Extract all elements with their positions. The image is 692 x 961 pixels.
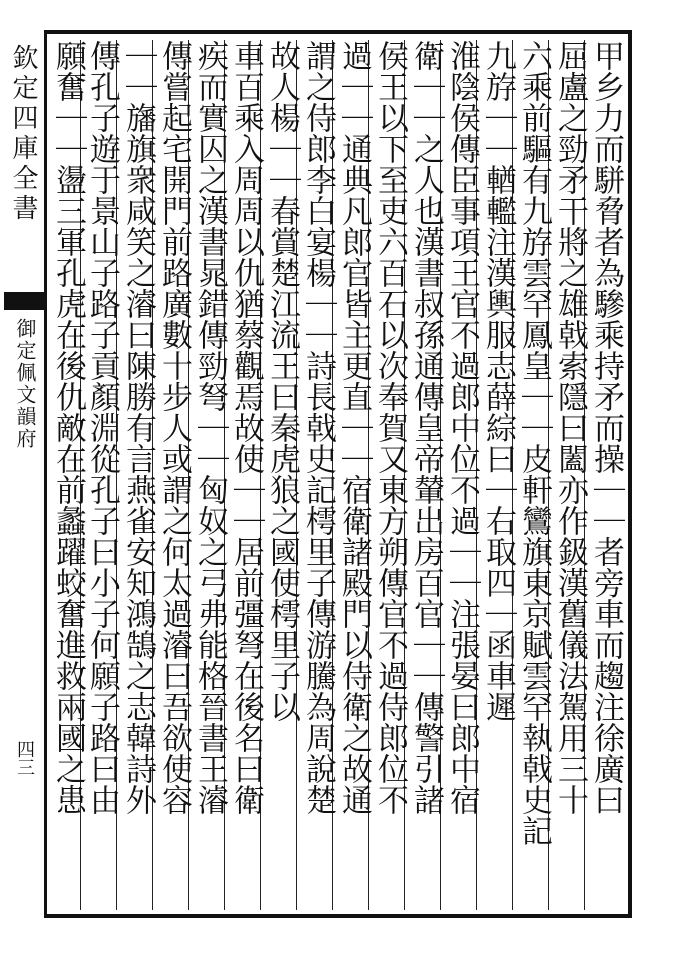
left-border: [44, 30, 47, 918]
text-column: 疾而實囚之漢書晁錯傳勁弩｜｜匈奴之弓弗能格晉書王濬: [192, 40, 228, 815]
text-column: 侯王以下至吏六百石以次奉賀又東方朔傳官不過侍郎位不: [372, 40, 408, 815]
text-column: ｜｜旛旗衆咸笑之濬曰陳勝有言燕雀安知鴻鵠之志韓詩外: [120, 40, 156, 815]
text-column: 九斿｜｜輶轞注漢輿服志薛綜曰｜右取四｜函車遲: [480, 40, 516, 722]
folio-number: 四三: [14, 740, 35, 776]
top-border: [44, 30, 632, 34]
right-border: [628, 30, 632, 918]
bottom-border: [44, 914, 632, 918]
text-column: 車百乘入周周以仇猶蔡觀焉故使｜｜居前彊弩在後名曰衛: [228, 40, 264, 815]
text-column: 淮陰侯傳臣事項王官不過郎中位不過｜｜注張晏曰郎中宿: [444, 40, 480, 815]
margin-collection-title: 欽定四庫全書: [8, 44, 38, 224]
text-column: 故人楊｜｜春賞楚江流王曰秦虎狼之國使樗里子以: [264, 40, 300, 722]
text-column: 甲乡力而駢脅者為驂乘持矛而操｜｜者旁車而趨注徐廣曰: [588, 40, 624, 815]
text-column: 屈盧之勁矛干將之雄戟索隱曰闔亦作鈒漢舊儀法駕用三十: [552, 40, 588, 815]
text-column: 六乘前驅有九斿雲罕鳳皇｜｜皮軒鸞旗東京賦雲罕執戟史記: [516, 40, 552, 846]
text-column: 傳孔子遊于景山子路子貢顏淵從孔子曰小子何願子路曰由: [84, 40, 120, 815]
fishtail-mark: [4, 292, 44, 310]
text-column: 過｜｜通典凡郎官皆主更直｜｜宿衛諸殿門以侍衛之故通: [336, 40, 372, 815]
text-column: 謂之侍郎李白宴楊｜｜詩長戟史記樗里子傳游騰為周說楚: [300, 40, 336, 815]
text-column: 願奮｜｜盪三軍孔虎在後仇敵在前蠡躍蛟奮進救兩國之患: [50, 40, 86, 815]
margin-book-title: 御定佩文韻府: [13, 318, 37, 450]
text-column: 衛｜｜之人也漢書叔孫通傳皇帝輦出房百官｜｜傳警引諸: [408, 40, 444, 815]
text-column: 傳嘗起宅開門前路廣數十步人或謂之何太過濬曰吾欲使容: [156, 40, 192, 815]
